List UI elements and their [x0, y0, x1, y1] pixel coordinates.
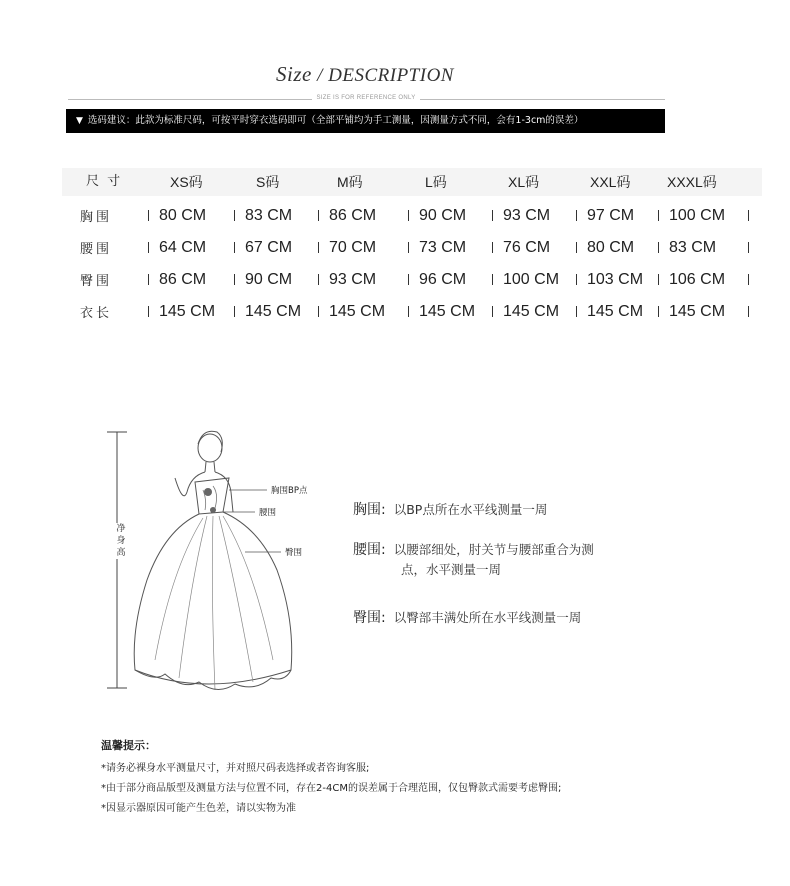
- table-cell: 86 CM: [318, 204, 376, 228]
- size-table-header: [62, 168, 762, 196]
- height-label: 净身高: [116, 524, 126, 558]
- callout-hip: 臀围: [285, 548, 303, 558]
- size-col-header: XXXL码: [667, 174, 717, 190]
- notice-text: 选码建议：此款为标准尺码，可按平时穿衣选码即可（全部平铺均为手工测量，因测量方式不同，会有1-3cm的误差）: [87, 115, 584, 126]
- table-cell: 83 CM: [658, 236, 716, 260]
- table-cell: 103 CM: [576, 268, 643, 292]
- table-cell: 145 CM: [234, 300, 301, 324]
- table-cell: 145 CM: [318, 300, 385, 324]
- table-cell: 67 CM: [234, 236, 292, 260]
- note-text: 以BP点所在水平线测量一周: [393, 502, 548, 517]
- table-row: [62, 296, 762, 328]
- note-text: 以臀部丰满处所在水平线测量一周: [393, 610, 582, 625]
- table-cell: 80 CM: [148, 204, 206, 228]
- table-cell: 145 CM: [576, 300, 643, 324]
- size-table: [62, 168, 762, 328]
- size-col-header: L码: [425, 174, 447, 190]
- row-end-divider: [748, 306, 749, 317]
- table-cell: 86 CM: [148, 268, 206, 292]
- table-row: [62, 264, 762, 296]
- notice-bar: [66, 109, 665, 133]
- note-text: 以腰部细处，肘关节与腰部重合为测: [393, 542, 594, 557]
- row-end-divider: [748, 274, 749, 285]
- table-cell: 145 CM: [148, 300, 215, 324]
- note-text-continued: 点，水平测量一周: [401, 562, 502, 577]
- table-cell: 90 CM: [408, 204, 466, 228]
- table-cell: 73 CM: [408, 236, 466, 260]
- title-script: Size: [276, 62, 312, 86]
- note-bust: [353, 500, 547, 520]
- table-row: [62, 200, 762, 232]
- tips: [101, 737, 561, 819]
- table-cell: 90 CM: [234, 268, 292, 292]
- page-title: [0, 62, 730, 87]
- note-term: 腰围:: [353, 542, 386, 558]
- table-cell: 96 CM: [408, 268, 466, 292]
- title-caps: DESCRIPTION: [328, 65, 454, 86]
- size-col-header: S码: [256, 174, 280, 190]
- table-cell: 100 CM: [492, 268, 559, 292]
- table-cell: 93 CM: [492, 204, 550, 228]
- tips-line: *由于部分商品版型及测量方法与位置不同，存在2-4CM的误差属于合理范围，仅包臀款式需要考虑臀围;: [101, 783, 562, 794]
- triangle-down-icon: ▼: [76, 116, 83, 126]
- row-label: 胸围: [80, 210, 113, 225]
- size-col-header: XS码: [170, 174, 203, 190]
- dress-sketch: [95, 420, 345, 700]
- table-cell: 76 CM: [492, 236, 550, 260]
- table-cell: 64 CM: [148, 236, 206, 260]
- table-cell: 80 CM: [576, 236, 634, 260]
- note-waist: [353, 540, 594, 580]
- tips-line: *请务必裸身水平测量尺寸，并对照尺码表选择或者咨询客服;: [101, 763, 370, 774]
- callout-bust: 胸围BP点: [271, 486, 308, 496]
- tips-line: *因显示器原因可能产生色差，请以实物为准: [101, 803, 296, 814]
- header-label: 尺 寸: [86, 174, 123, 189]
- note-hip: [353, 608, 581, 628]
- size-col-header: XXL码: [590, 174, 631, 190]
- size-col-header: XL码: [508, 174, 540, 190]
- table-cell: 145 CM: [408, 300, 475, 324]
- note-term: 胸围:: [353, 502, 386, 518]
- table-cell: 70 CM: [318, 236, 376, 260]
- tips-title: 温馨提示：: [101, 739, 156, 752]
- table-cell: 93 CM: [318, 268, 376, 292]
- divider-left: [68, 99, 312, 100]
- row-end-divider: [748, 242, 749, 253]
- note-term: 臀围:: [353, 610, 386, 626]
- subtitle: SIZE IS FOR REFERENCE ONLY: [316, 95, 416, 101]
- title-separator: /: [311, 65, 329, 86]
- table-cell: 145 CM: [658, 300, 725, 324]
- row-label: 衣长: [80, 306, 113, 321]
- table-cell: 83 CM: [234, 204, 292, 228]
- table-row: [62, 232, 762, 264]
- size-col-header: M码: [337, 174, 363, 190]
- callout-waist: 腰围: [259, 508, 277, 518]
- table-cell: 145 CM: [492, 300, 559, 324]
- table-cell: 106 CM: [658, 268, 725, 292]
- row-label: 腰围: [80, 242, 113, 257]
- row-label: 臀围: [80, 274, 113, 289]
- table-cell: 100 CM: [658, 204, 725, 228]
- dress-figure: [95, 420, 345, 700]
- table-cell: 97 CM: [576, 204, 634, 228]
- divider-right: [420, 99, 665, 100]
- row-end-divider: [748, 210, 749, 221]
